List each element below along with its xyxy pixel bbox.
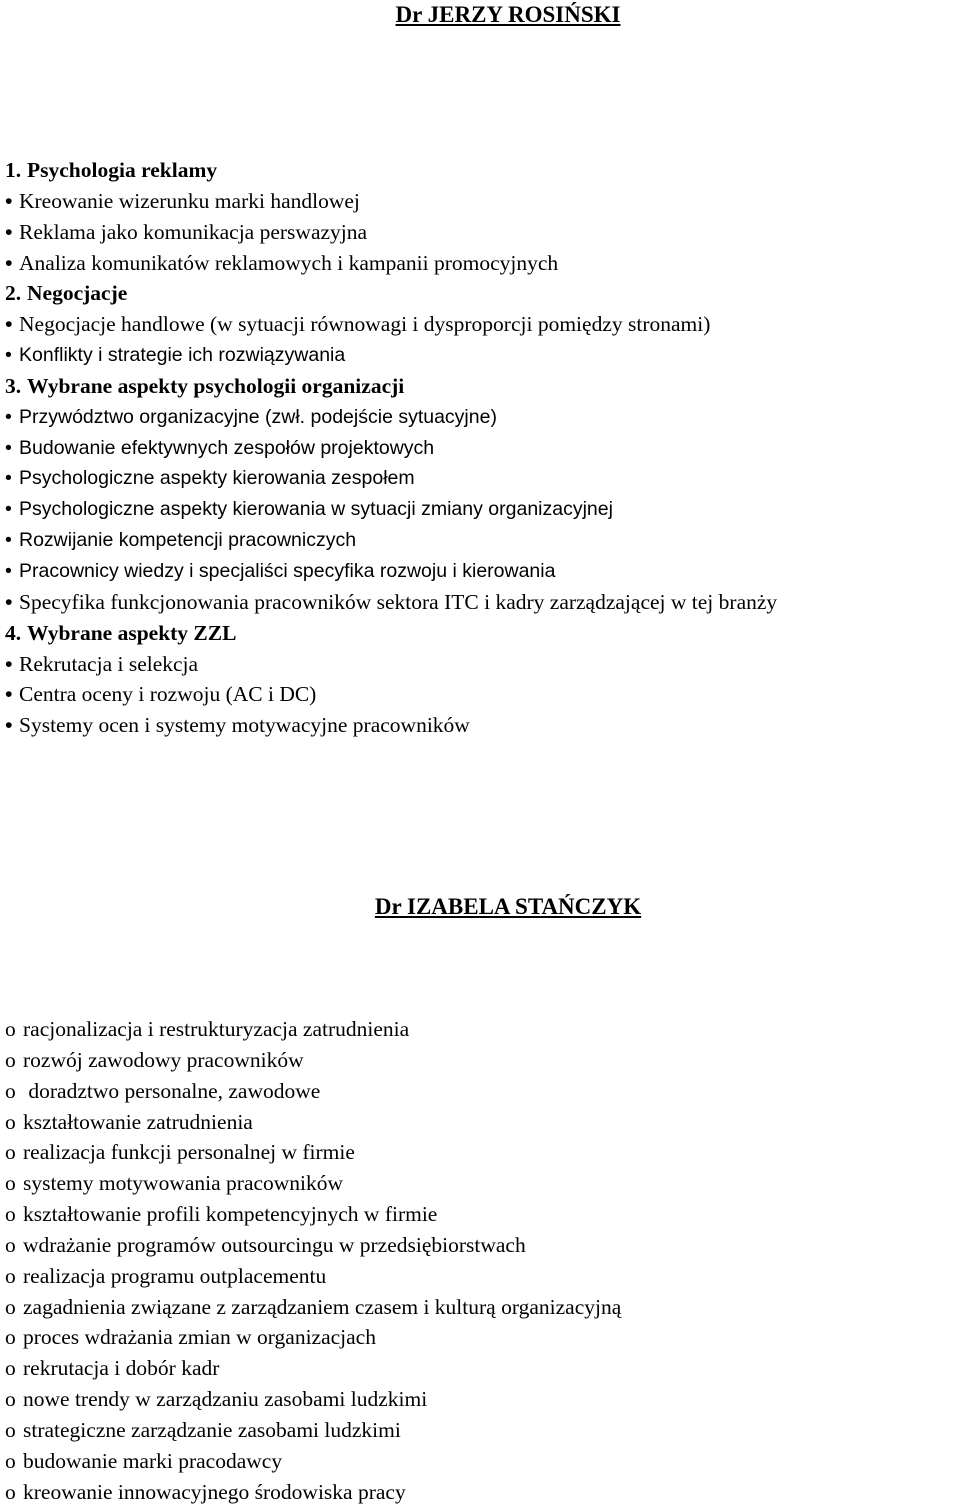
list-item-text: kształtowanie zatrudnienia	[23, 1109, 253, 1134]
bullet-icon: •	[5, 651, 13, 676]
list-item	[5, 494, 777, 525]
list-item	[5, 587, 777, 618]
list-item	[5, 679, 777, 710]
list-item	[5, 1045, 621, 1076]
list-item	[5, 1384, 621, 1415]
list-item	[5, 710, 777, 741]
list-item	[5, 1107, 621, 1138]
circle-bullet-icon: o	[5, 1109, 16, 1134]
list-item-text: rozwój zawodowy pracowników	[23, 1047, 304, 1072]
bullet-icon: •	[5, 344, 12, 367]
bullet-icon: •	[5, 529, 12, 552]
list-item	[5, 186, 777, 217]
list-item-text: realizacja funkcji personalnej w firmie	[23, 1140, 355, 1165]
heading-number: 3.	[5, 373, 22, 398]
circle-bullet-icon: o	[5, 1417, 16, 1442]
bullet-icon: •	[5, 498, 12, 521]
list-item-text: Psychologiczne aspekty kierowania w sytuacji zmiany organizacyjnej	[19, 498, 613, 521]
bullet-icon: •	[5, 405, 12, 428]
list-item-text: realizacja programu outplacementu	[23, 1263, 327, 1288]
bullet-icon: •	[5, 559, 12, 582]
topic-list-rosinski	[5, 155, 777, 741]
list-item	[5, 1446, 621, 1477]
list-item-text: Konflikty i strategie ich rozwiązywania	[19, 344, 346, 367]
list-item	[5, 525, 777, 556]
list-item	[5, 402, 777, 433]
circle-bullet-icon: o	[5, 1202, 16, 1227]
circle-bullet-icon: o	[5, 1232, 16, 1257]
list-item	[5, 1014, 621, 1045]
list-item	[5, 649, 777, 680]
list-item-text: Rozwijanie kompetencji pracowniczych	[19, 529, 357, 552]
circle-bullet-icon: o	[5, 1356, 16, 1381]
list-item-text: Systemy ocen i systemy motywacyjne pracowników	[19, 713, 470, 738]
list-item	[5, 1076, 621, 1107]
bullet-icon: •	[5, 312, 13, 337]
list-item-text: wdrażanie programów outsourcingu w przedsiębiorstwach	[23, 1232, 526, 1257]
list-item	[5, 217, 777, 248]
list-item-text: kształtowanie profili kompetencyjnych w firmie	[23, 1202, 438, 1227]
list-item	[5, 1230, 621, 1261]
list-item-text: systemy motywowania pracowników	[23, 1171, 344, 1196]
list-item-text: Pracownicy wiedzy i specjaliści specyfika rozwoju i kierowania	[19, 559, 556, 582]
circle-bullet-icon: o	[5, 1325, 16, 1350]
list-item	[5, 1137, 621, 1168]
circle-bullet-icon: o	[5, 1017, 16, 1041]
circle-bullet-icon: o	[5, 1479, 16, 1504]
heading-text: Psychologia reklamy	[27, 158, 218, 182]
topic-list-stanczyk	[5, 1014, 621, 1508]
circle-bullet-icon: o	[5, 1294, 16, 1319]
list-item-text: Negocjacje handlowe (w sytuacji równowagi i dysproporcji pomiędzy stronami)	[19, 312, 711, 337]
list-item	[5, 1292, 621, 1323]
circle-bullet-icon: o	[5, 1140, 16, 1165]
heading-number: 2.	[5, 281, 22, 306]
list-item-text: kreowanie innowacyjnego środowiska pracy	[23, 1479, 406, 1504]
bullet-icon: •	[5, 219, 13, 244]
bullet-icon: •	[5, 250, 13, 275]
list-item	[5, 1199, 621, 1230]
circle-bullet-icon: o	[5, 1387, 16, 1412]
list-item	[5, 248, 777, 279]
list-item-text: Przywództwo organizacyjne (zwł. podejście sytuacyjne)	[19, 405, 497, 428]
list-item-text: Psychologiczne aspekty kierowania zespołem	[19, 467, 415, 490]
list-item-text: nowe trendy w zarządzaniu zasobami ludzkimi	[23, 1387, 428, 1412]
list-item	[5, 1353, 621, 1384]
heading-text: Negocjacje	[27, 281, 128, 306]
list-item-text: Specyfika funkcjonowania pracowników sektora ITC i kadry zarządzającej w tej branży	[19, 589, 778, 614]
bullet-icon: •	[5, 436, 12, 459]
bullet-icon: •	[5, 713, 13, 738]
list-item-text: strategiczne zarządzanie zasobami ludzkimi	[23, 1417, 401, 1442]
list-item-text: zagadnienia związane z zarządzaniem czasem i kulturą organizacyjną	[23, 1294, 622, 1319]
heading-text: Wybrane aspekty psychologii organizacji	[27, 373, 405, 398]
list-item-text: Reklama jako komunikacja perswazyjna	[19, 219, 368, 244]
circle-bullet-icon: o	[5, 1047, 16, 1072]
list-item	[5, 433, 777, 464]
list-item-text: Budowanie efektywnych zespołów projektowych	[19, 436, 435, 459]
list-item	[5, 1322, 621, 1353]
list-item	[5, 463, 777, 494]
circle-bullet-icon: o	[5, 1263, 16, 1288]
bullet-icon: •	[5, 682, 13, 707]
heading-text: Wybrane aspekty ZZL	[27, 620, 237, 645]
list-item-text: Rekrutacja i selekcja	[19, 651, 199, 676]
bullet-icon: •	[5, 467, 12, 490]
list-item-text: doradztwo personalne, zawodowe	[23, 1078, 321, 1103]
list-item	[5, 309, 777, 340]
bullet-icon: •	[5, 188, 13, 213]
list-item	[5, 1261, 621, 1292]
list-item-text: proces wdrażania zmian w organizacjach	[23, 1325, 376, 1350]
list-item	[5, 340, 777, 371]
circle-bullet-icon: o	[5, 1078, 16, 1103]
list-item	[5, 1168, 621, 1199]
list-item-text: Kreowanie wizerunku marki handlowej	[19, 188, 360, 213]
topic-heading	[5, 155, 777, 186]
list-item-text: Centra oceny i rozwoju (AC i DC)	[19, 682, 317, 707]
circle-bullet-icon: o	[5, 1171, 16, 1196]
circle-bullet-icon: o	[5, 1448, 16, 1473]
heading-number: 1.	[5, 158, 22, 182]
topic-heading	[5, 278, 777, 309]
list-item	[5, 556, 777, 587]
section-title-jerzy-rosinski: Dr JERZY ROSIŃSKI	[395, 2, 621, 27]
list-item-text: budowanie marki pracodawcy	[23, 1448, 283, 1473]
list-item	[5, 1415, 621, 1446]
heading-number: 4.	[5, 620, 22, 645]
list-item-text: Analiza komunikatów reklamowych i kampanii promocyjnych	[19, 250, 559, 275]
topic-heading	[5, 618, 777, 649]
topic-heading	[5, 371, 777, 402]
section-title-izabela-stanczyk: Dr IZABELA STAŃCZYK	[374, 894, 642, 919]
bullet-icon: •	[5, 589, 13, 614]
list-item-text: rekrutacja i dobór kadr	[23, 1356, 220, 1381]
list-item-text: racjonalizacja i restrukturyzacja zatrudnienia	[23, 1017, 410, 1041]
list-item	[5, 1477, 621, 1508]
